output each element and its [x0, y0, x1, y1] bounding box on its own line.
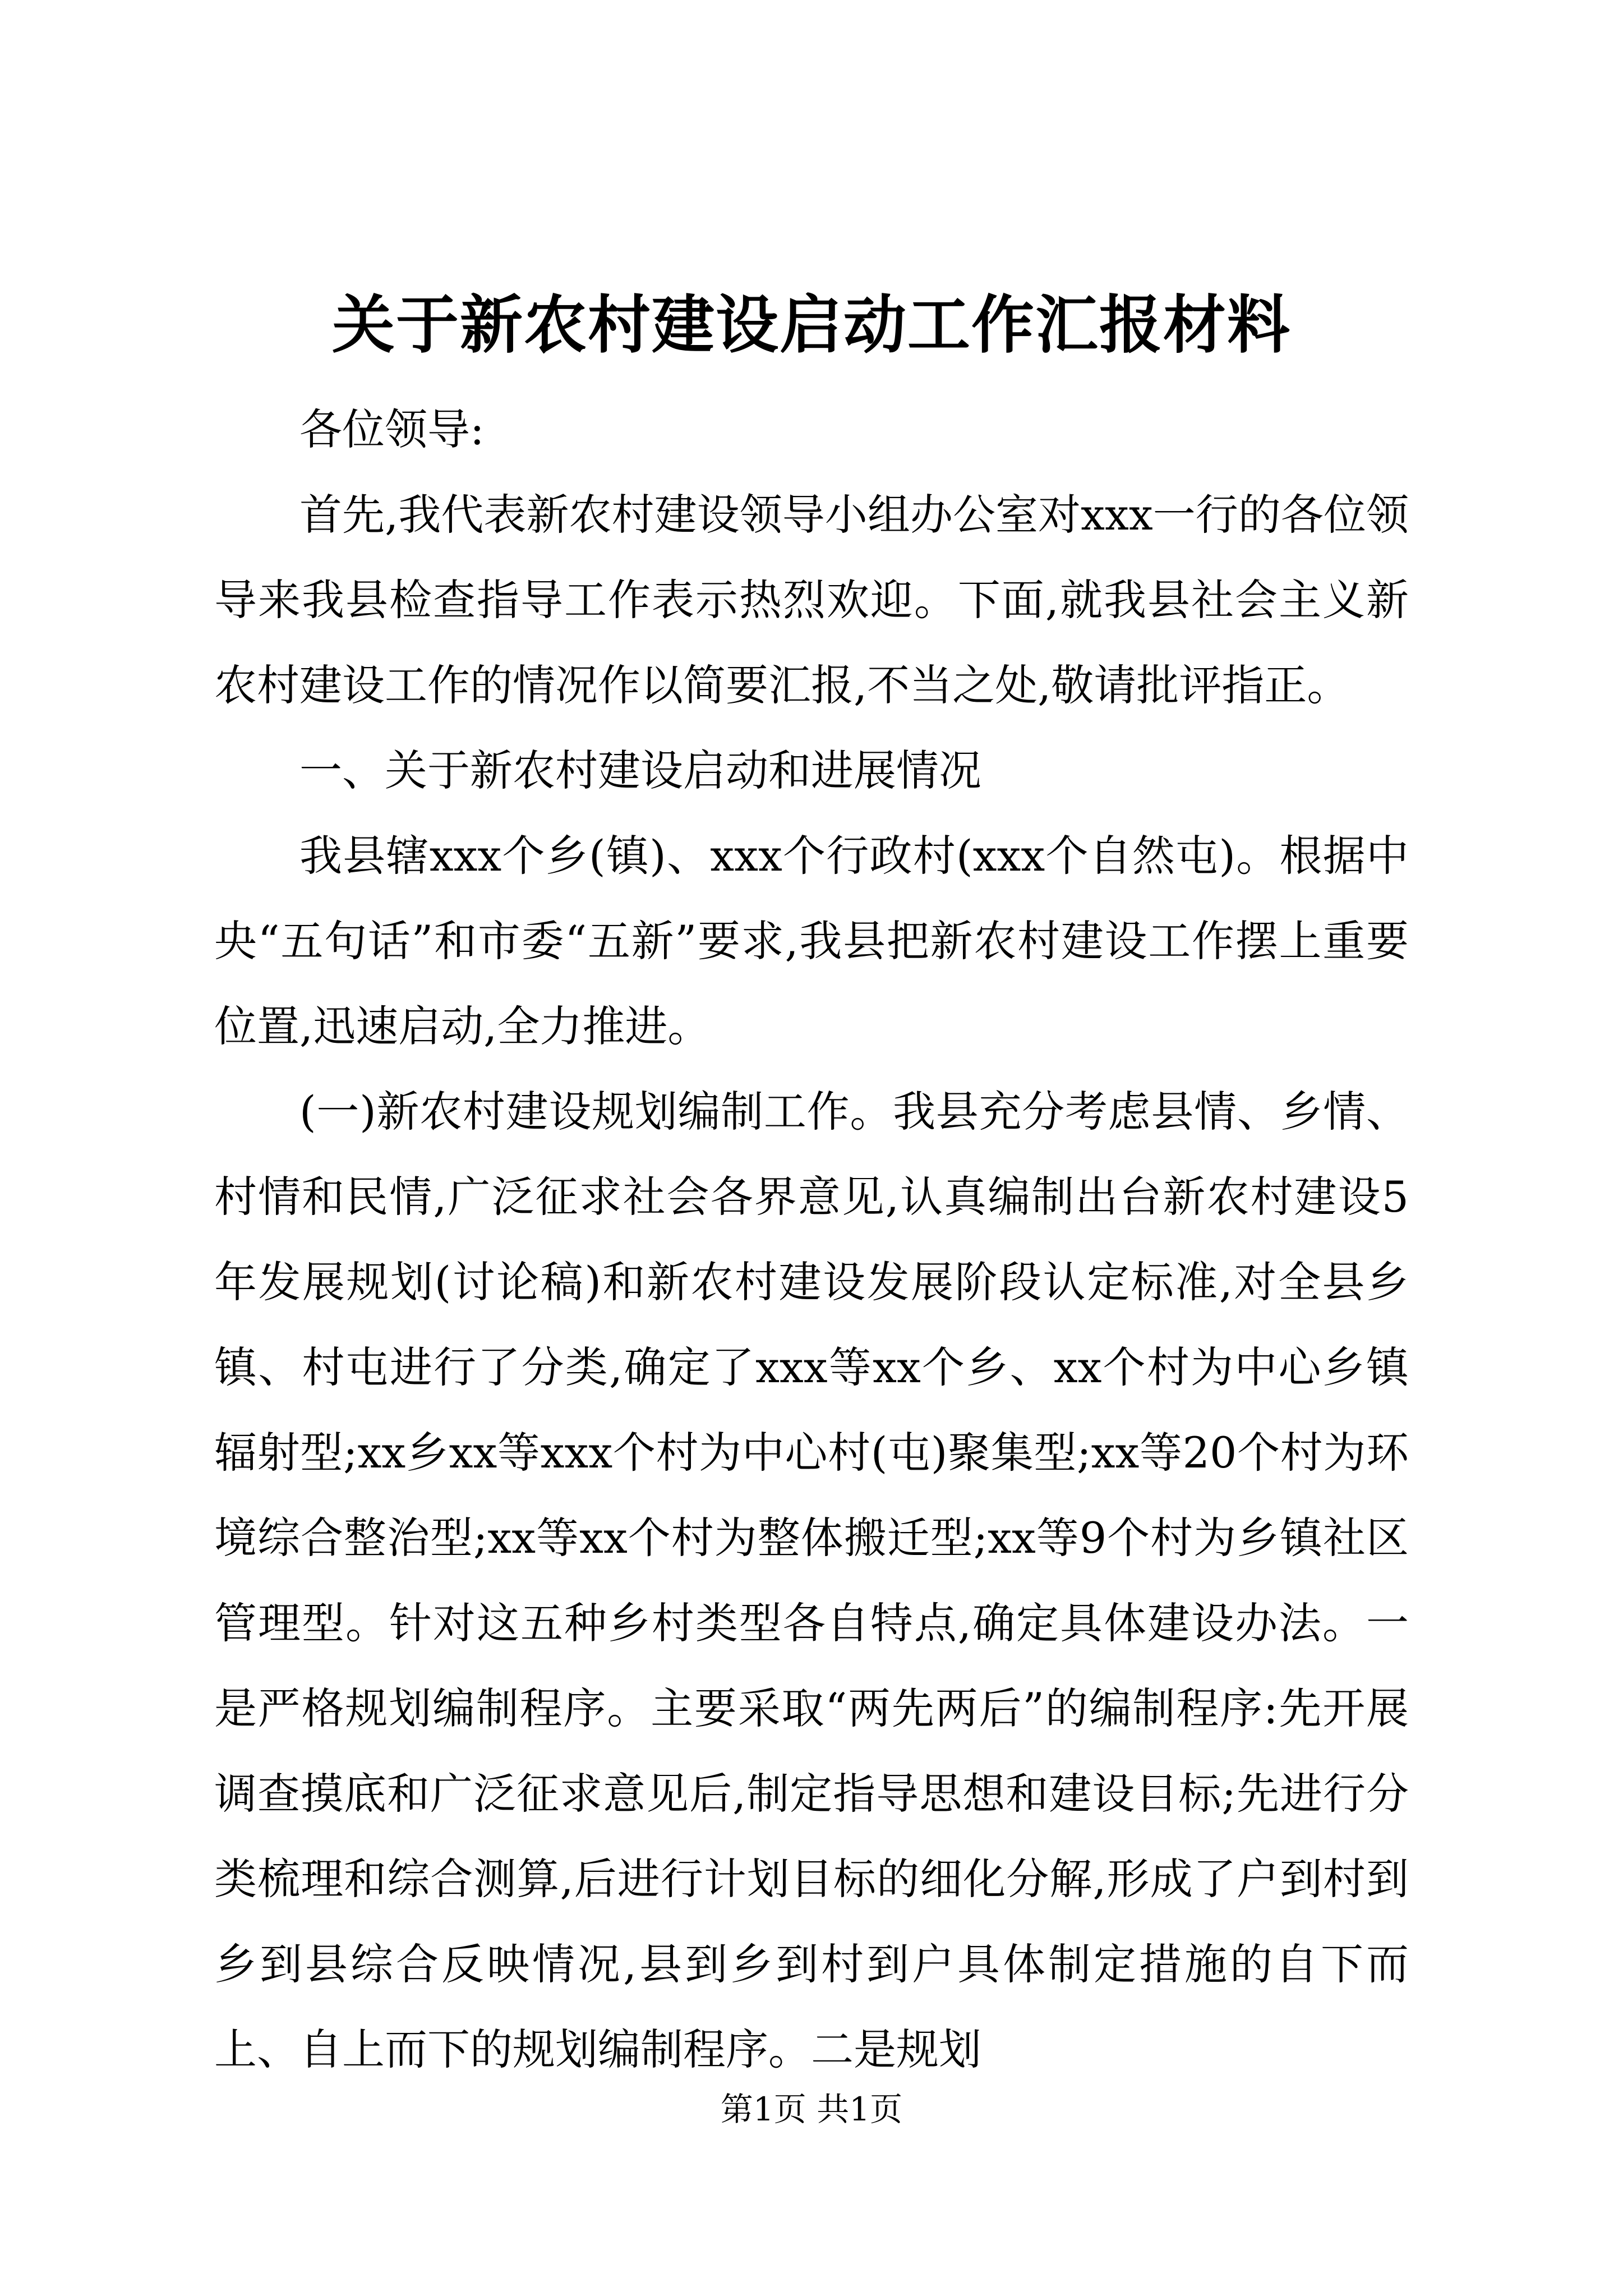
section-heading: 一、关于新农村建设启动和进展情况: [299, 746, 981, 795]
page-footer: 第1页 共1页: [720, 2090, 903, 2128]
paragraph-overview: 我县辖xxx个乡(镇)、xxx个行政村(xxx个自然屯)。根据中央“五句话”和市委“五新”要求,我县把新农村建设工作摆上重要位置,迅速启动,全力推进。: [214, 831, 1409, 1051]
document-title: 关于新农村建设启动工作汇报材料: [332, 288, 1291, 362]
salutation: 各位领导:: [299, 404, 485, 454]
paragraph-planning: (一)新农村建设规划编制工作。我县充分考虑县情、乡情、村情和民情,广泛征求社会各界意见,认真编制出台新农村建设5年发展规划(讨论稿)和新农村建设发展阶段认定标准,对全县乡镇、村屯进行了分类,确定了xxx等xx个乡、xx个村为中心乡镇辐射型;xx乡xx等xxx个村为中心村(屯)聚集型;xx等20个村为环境综合整治型;xx等xx个村为整体搬迁型;xx等9个村为乡镇社区管理型。针对这五种乡村类型各自特点,确定具体建设办法。一是严格规划编制程序。主要采取“两先两后”的编制程序:先开展调查摸底和广泛征求意见后,制定指导思想和建设目标;先进行分类梳理和综合测算,后进行计划目标的细化分解,形成了户到村到乡到县综合反映情况,县到乡到村到户具体制定措施的自下而上、自上而下的规划编制程序。二是规划: [214, 1087, 1409, 2074]
document-body: [214, 387, 1409, 2092]
paragraph-intro: 首先,我代表新农村建设领导小组办公室对xxx一行的各位领导来我县检查指导工作表示热烈欢迎。下面,就我县社会主义新农村建设工作的情况作以简要汇报,不当之处,敬请批评指正。: [214, 490, 1409, 710]
